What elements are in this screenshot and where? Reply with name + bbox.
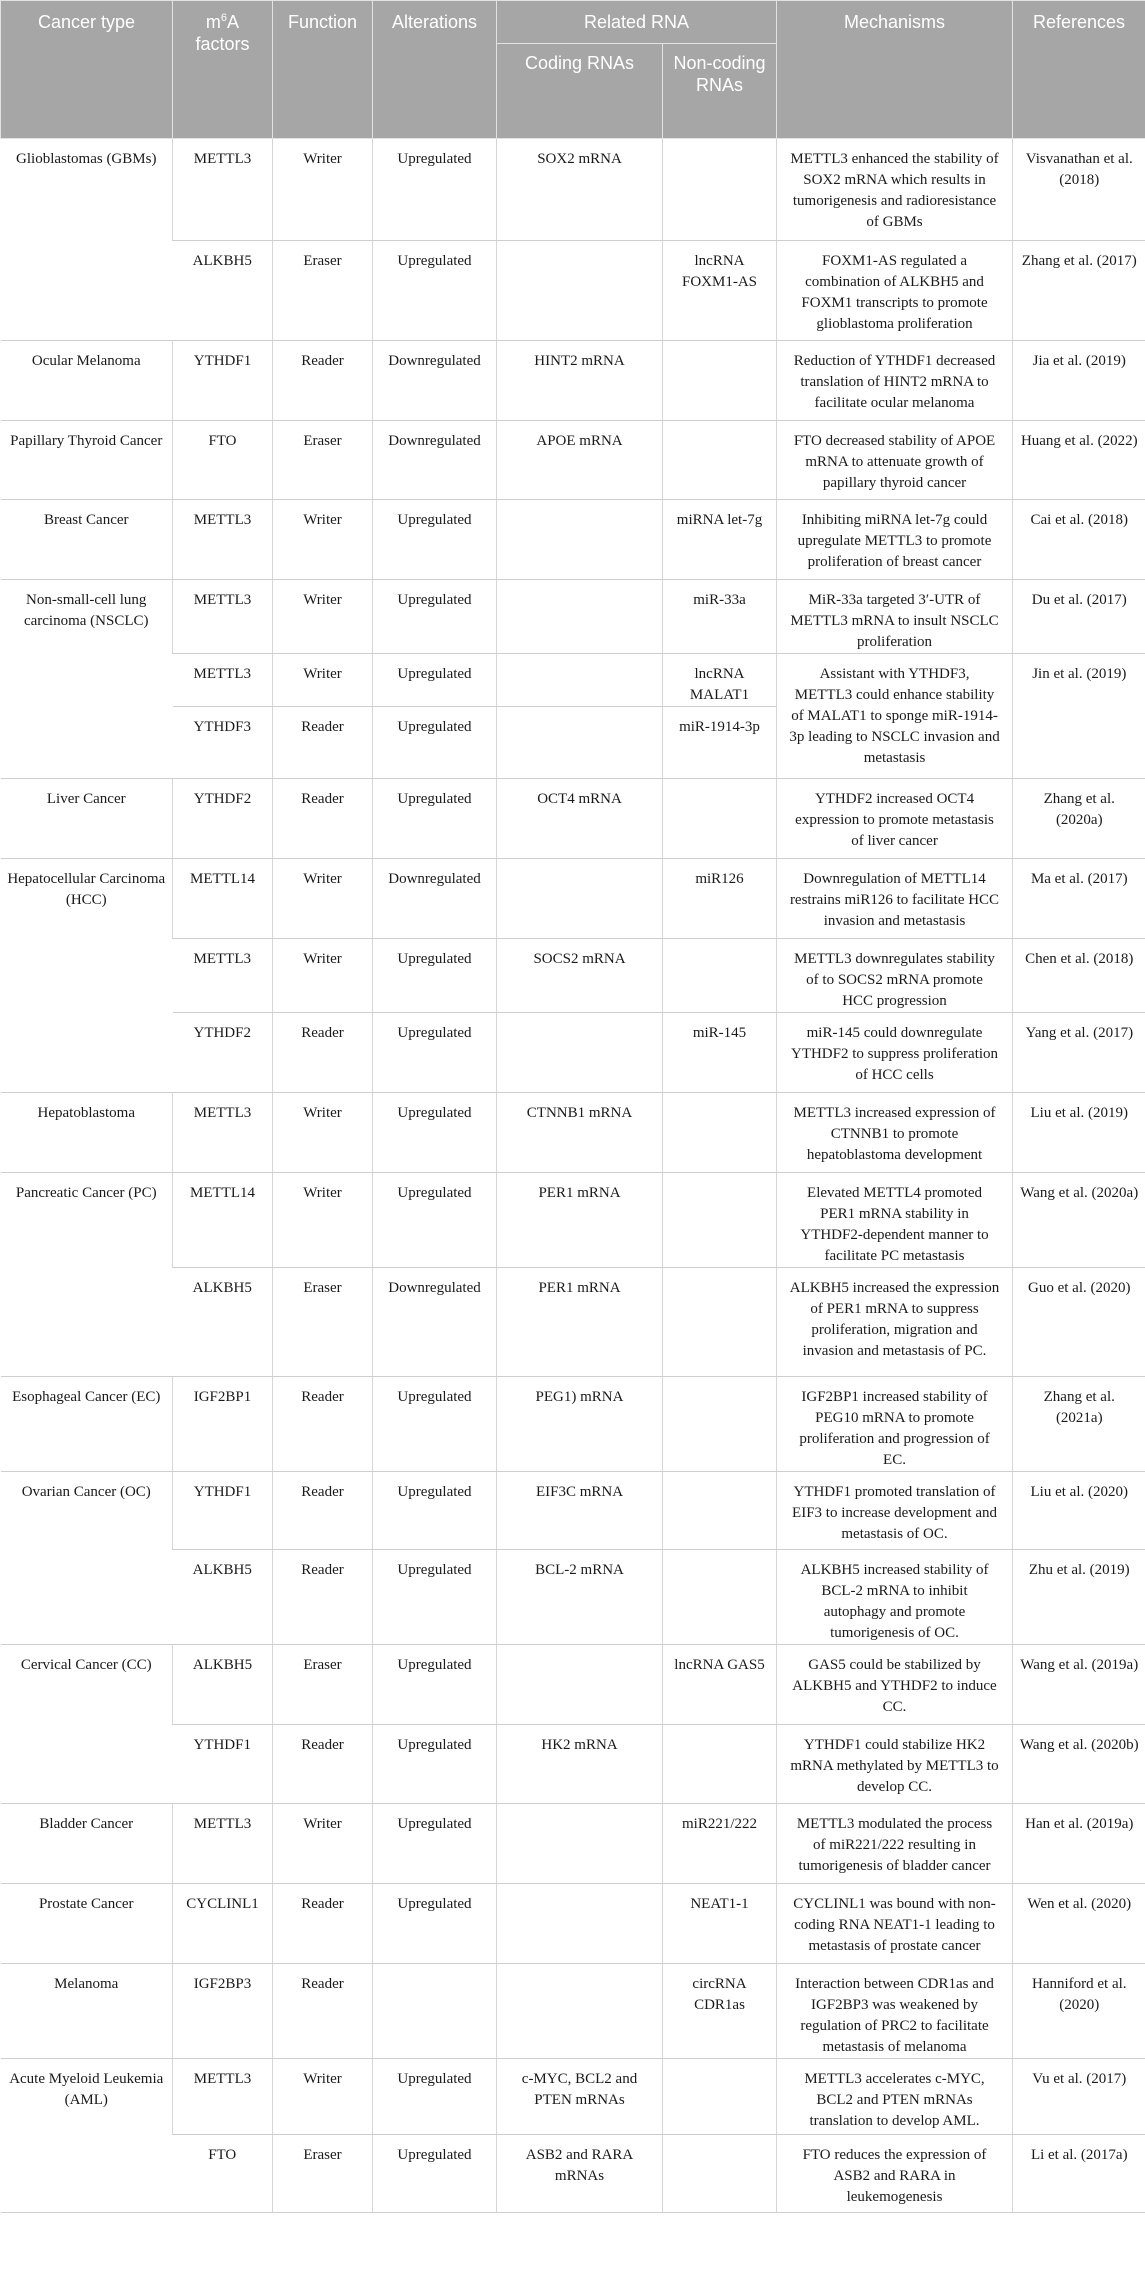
alteration-cell: Upregulated (373, 707, 497, 779)
m6a-factor-cell: ALKBH5 (173, 1645, 273, 1725)
table-row (1, 1173, 1145, 1268)
m6a-factor-cell: YTHDF1 (173, 341, 273, 421)
alteration-cell: Downregulated (373, 421, 497, 500)
table-row (1, 580, 1145, 654)
function-cell: Eraser (273, 2135, 373, 2213)
coding-rna-cell: BCL-2 mRNA (497, 1550, 663, 1645)
function-cell: Writer (273, 939, 373, 1013)
header-related-rna: Related RNA (497, 1, 777, 44)
reference-cell: Visvanathan et al. (2018) (1013, 139, 1145, 241)
coding-rna-cell (497, 1013, 663, 1093)
noncoding-rna-cell (663, 2059, 777, 2135)
alteration-cell: Upregulated (373, 2059, 497, 2135)
noncoding-rna-cell (663, 1725, 777, 1804)
alteration-cell: Upregulated (373, 1884, 497, 1964)
coding-rna-cell (497, 580, 663, 654)
table-row (1, 1725, 1145, 1804)
alteration-cell: Upregulated (373, 654, 497, 707)
m6a-factor-cell: METTL3 (173, 654, 273, 707)
alteration-cell: Upregulated (373, 1550, 497, 1645)
table-row (1, 654, 1145, 707)
m6a-factor-cell: ALKBH5 (173, 241, 273, 341)
mechanism-cell: FTO reduces the expression of ASB2 and RARA in leukemogenesis (777, 2135, 1013, 2213)
noncoding-rna-cell: miRNA let-7g (663, 500, 777, 580)
alteration-cell: Upregulated (373, 1093, 497, 1173)
coding-rna-cell (497, 1884, 663, 1964)
m6a-factor-cell: METTL3 (173, 580, 273, 654)
mechanism-cell: Reduction of YTHDF1 decreased translation of HINT2 mRNA to facilitate ocular melanoma (777, 341, 1013, 421)
m6a-factor-cell: METTL3 (173, 1804, 273, 1884)
noncoding-rna-cell (663, 139, 777, 241)
cancer-type-cell: Acute Myeloid Leukemia (AML) (1, 2059, 173, 2213)
function-cell: Writer (273, 2059, 373, 2135)
table-row (1, 779, 1145, 859)
noncoding-rna-cell (663, 421, 777, 500)
table-header (1, 1, 1145, 139)
function-cell: Reader (273, 341, 373, 421)
alteration-cell: Downregulated (373, 1268, 497, 1377)
reference-cell: Zhu et al. (2019) (1013, 1550, 1145, 1645)
noncoding-rna-cell: lncRNA MALAT1 (663, 654, 777, 707)
cancer-type-cell: Melanoma (1, 1964, 173, 2059)
cancer-type-cell: Hepatoblastoma (1, 1093, 173, 1173)
function-cell: Writer (273, 654, 373, 707)
coding-rna-cell: HINT2 mRNA (497, 341, 663, 421)
m6a-factor-cell: ALKBH5 (173, 1550, 273, 1645)
table-row (1, 1964, 1145, 2059)
mechanism-cell: METTL3 modulated the process of miR221/222 resulting in tumorigenesis of bladder cancer (777, 1804, 1013, 1884)
m6a-factor-cell: YTHDF3 (173, 707, 273, 779)
reference-cell: Huang et al. (2022) (1013, 421, 1145, 500)
table-row (1, 1884, 1145, 1964)
coding-rna-cell (497, 1645, 663, 1725)
noncoding-rna-cell (663, 1472, 777, 1550)
mechanism-cell: IGF2BP1 increased stability of PEG10 mRNA to promote proliferation and progression of EC. (777, 1377, 1013, 1472)
table-row (1, 2059, 1145, 2135)
coding-rna-cell: ASB2 and RARA mRNAs (497, 2135, 663, 2213)
m6a-factor-cell: METTL3 (173, 500, 273, 580)
header-mechanisms: Mechanisms (777, 1, 1013, 139)
reference-cell: Hanniford et al. (2020) (1013, 1964, 1145, 2059)
header-noncoding-rnas: Non-coding RNAs (663, 44, 777, 139)
table-row (1, 1093, 1145, 1173)
m6a-factor-cell: METTL3 (173, 1093, 273, 1173)
function-cell: Reader (273, 1550, 373, 1645)
function-cell: Eraser (273, 421, 373, 500)
table-row (1, 139, 1145, 241)
coding-rna-cell: c-MYC, BCL2 and PTEN mRNAs (497, 2059, 663, 2135)
m6a-factor-cell: ALKBH5 (173, 1268, 273, 1377)
alteration-cell: Upregulated (373, 500, 497, 580)
reference-cell: Ma et al. (2017) (1013, 859, 1145, 939)
noncoding-rna-cell: miR-145 (663, 1013, 777, 1093)
table-row (1, 1804, 1145, 1884)
m6a-factor-cell: IGF2BP1 (173, 1377, 273, 1472)
cancer-type-cell: Prostate Cancer (1, 1884, 173, 1964)
table-row (1, 241, 1145, 341)
coding-rna-cell (497, 500, 663, 580)
cancer-type-cell: Ovarian Cancer (OC) (1, 1472, 173, 1645)
coding-rna-cell (497, 654, 663, 707)
mechanism-cell: FOXM1-AS regulated a combination of ALKBH5 and FOXM1 transcripts to promote glioblastoma proliferation (777, 241, 1013, 341)
reference-cell: Zhang et al. (2017) (1013, 241, 1145, 341)
coding-rna-cell (497, 241, 663, 341)
cancer-type-cell: Ocular Melanoma (1, 341, 173, 421)
table-row (1, 1268, 1145, 1377)
cancer-type-cell: Non-small-cell lung carcinoma (NSCLC) (1, 580, 173, 779)
noncoding-rna-cell: miR-33a (663, 580, 777, 654)
noncoding-rna-cell: miR-1914-3p (663, 707, 777, 779)
function-cell: Reader (273, 1964, 373, 2059)
mechanism-cell: YTHDF1 promoted translation of EIF3 to increase development and metastasis of OC. (777, 1472, 1013, 1550)
cancer-type-cell: Esophageal Cancer (EC) (1, 1377, 173, 1472)
mechanism-cell: YTHDF2 increased OCT4 expression to promote metastasis of liver cancer (777, 779, 1013, 859)
coding-rna-cell (497, 707, 663, 779)
mechanism-cell: MiR-33a targeted 3′-UTR of METTL3 mRNA to insult NSCLC proliferation (777, 580, 1013, 654)
header-cancer-type: Cancer type (1, 1, 173, 139)
coding-rna-cell (497, 859, 663, 939)
reference-cell: Liu et al. (2020) (1013, 1472, 1145, 1550)
function-cell: Writer (273, 1804, 373, 1884)
alteration-cell: Downregulated (373, 859, 497, 939)
noncoding-rna-cell (663, 1550, 777, 1645)
mechanism-cell: Assistant with YTHDF3, METTL3 could enhance stability of MALAT1 to sponge miR-1914-3p leading to NSCLC invasion and metastasis (777, 654, 1013, 779)
mechanism-cell: METTL3 increased expression of CTNNB1 to promote hepatoblastoma development (777, 1093, 1013, 1173)
reference-cell: Yang et al. (2017) (1013, 1013, 1145, 1093)
function-cell: Reader (273, 779, 373, 859)
cancer-type-cell: Bladder Cancer (1, 1804, 173, 1884)
mechanism-cell: FTO decreased stability of APOE mRNA to attenuate growth of papillary thyroid cancer (777, 421, 1013, 500)
table-row (1, 341, 1145, 421)
noncoding-rna-cell: NEAT1-1 (663, 1884, 777, 1964)
mechanism-cell: Inhibiting miRNA let-7g could upregulate METTL3 to promote proliferation of breast cancer (777, 500, 1013, 580)
coding-rna-cell: SOX2 mRNA (497, 139, 663, 241)
cancer-type-cell: Pancreatic Cancer (PC) (1, 1173, 173, 1377)
mechanism-cell: ALKBH5 increased stability of BCL-2 mRNA to inhibit autophagy and promote tumorigenesis of OC. (777, 1550, 1013, 1645)
header-function: Function (273, 1, 373, 139)
m6a-factor-cell: METTL3 (173, 939, 273, 1013)
mechanism-cell: Downregulation of METTL14 restrains miR126 to facilitate HCC invasion and metastasis (777, 859, 1013, 939)
noncoding-rna-cell (663, 2135, 777, 2213)
reference-cell: Jia et al. (2019) (1013, 341, 1145, 421)
header-m6a-factors: $m^6A$ factors (173, 1, 273, 139)
table-row (1, 1013, 1145, 1093)
m6a-factor-cell: YTHDF1 (173, 1472, 273, 1550)
reference-cell: Vu et al. (2017) (1013, 2059, 1145, 2135)
cancer-type-cell: Breast Cancer (1, 500, 173, 580)
table-row (1, 1645, 1145, 1725)
table-row (1, 1550, 1145, 1645)
function-cell: Reader (273, 707, 373, 779)
cancer-type-cell: Papillary Thyroid Cancer (1, 421, 173, 500)
mechanism-cell: METTL3 downregulates stability of to SOCS2 mRNA promote HCC progression (777, 939, 1013, 1013)
function-cell: Eraser (273, 1645, 373, 1725)
coding-rna-cell: OCT4 mRNA (497, 779, 663, 859)
reference-cell: Jin et al. (2019) (1013, 654, 1145, 779)
m6a-factor-cell: METTL14 (173, 859, 273, 939)
reference-cell: Cai et al. (2018) (1013, 500, 1145, 580)
alteration-cell: Upregulated (373, 241, 497, 341)
mechanism-cell: Interaction between CDR1as and IGF2BP3 was weakened by regulation of PRC2 to facilitate metastasis of melanoma (777, 1964, 1013, 2059)
m6a-factor-cell: METTL3 (173, 139, 273, 241)
noncoding-rna-cell (663, 1377, 777, 1472)
mechanism-cell: METTL3 enhanced the stability of SOX2 mRNA which results in tumorigenesis and radioresistance of GBMs (777, 139, 1013, 241)
alteration-cell (373, 1964, 497, 2059)
cancer-type-cell: Cervical Cancer (CC) (1, 1645, 173, 1804)
function-cell: Writer (273, 859, 373, 939)
function-cell: Reader (273, 1013, 373, 1093)
function-cell: Eraser (273, 241, 373, 341)
mechanism-cell: YTHDF1 could stabilize HK2 mRNA methylated by METTL3 to develop CC. (777, 1725, 1013, 1804)
m6a-factor-cell: CYCLINL1 (173, 1884, 273, 1964)
function-cell: Writer (273, 139, 373, 241)
alteration-cell: Upregulated (373, 2135, 497, 2213)
cancer-type-cell: Glioblastomas (GBMs) (1, 139, 173, 341)
coding-rna-cell: CTNNB1 mRNA (497, 1093, 663, 1173)
reference-cell: Zhang et al. (2020a) (1013, 779, 1145, 859)
function-cell: Writer (273, 580, 373, 654)
table-body (1, 139, 1145, 2213)
table-row (1, 1472, 1145, 1550)
function-cell: Reader (273, 1725, 373, 1804)
alteration-cell: Upregulated (373, 1377, 497, 1472)
table-row (1, 421, 1145, 500)
noncoding-rna-cell (663, 1093, 777, 1173)
function-cell: Writer (273, 1093, 373, 1173)
coding-rna-cell: APOE mRNA (497, 421, 663, 500)
reference-cell: Guo et al. (2020) (1013, 1268, 1145, 1377)
noncoding-rna-cell: circRNA CDR1as (663, 1964, 777, 2059)
alteration-cell: Upregulated (373, 1725, 497, 1804)
function-cell: Eraser (273, 1268, 373, 1377)
header-coding-rnas: Coding RNAs (497, 44, 663, 139)
alteration-cell: Downregulated (373, 341, 497, 421)
noncoding-rna-cell: lncRNA FOXM1-AS (663, 241, 777, 341)
header-references: References (1013, 1, 1145, 139)
alteration-cell: Upregulated (373, 1645, 497, 1725)
m6a-factor-cell: FTO (173, 2135, 273, 2213)
coding-rna-cell: HK2 mRNA (497, 1725, 663, 1804)
alteration-cell: Upregulated (373, 139, 497, 241)
cancer-type-cell: Hepatocellular Carcinoma (HCC) (1, 859, 173, 1093)
mechanism-cell: METTL3 accelerates c-MYC, BCL2 and PTEN mRNAs translation to develop AML. (777, 2059, 1013, 2135)
mechanism-cell: miR-145 could downregulate YTHDF2 to suppress proliferation of HCC cells (777, 1013, 1013, 1093)
reference-cell: Han et al. (2019a) (1013, 1804, 1145, 1884)
function-cell: Reader (273, 1472, 373, 1550)
table-row (1, 859, 1145, 939)
reference-cell: Wang et al. (2019a) (1013, 1645, 1145, 1725)
mechanism-cell: Elevated METTL4 promoted PER1 mRNA stability in YTHDF2-dependent manner to facilitate PC metastasis (777, 1173, 1013, 1268)
coding-rna-cell: EIF3C mRNA (497, 1472, 663, 1550)
m6a-factor-cell: METTL3 (173, 2059, 273, 2135)
noncoding-rna-cell: miR221/222 (663, 1804, 777, 1884)
alteration-cell: Upregulated (373, 779, 497, 859)
m6a-factor-cell: YTHDF1 (173, 1725, 273, 1804)
m6a-factor-cell: IGF2BP3 (173, 1964, 273, 2059)
m6a-factor-cell: METTL14 (173, 1173, 273, 1268)
alteration-cell: Upregulated (373, 1173, 497, 1268)
coding-rna-cell (497, 1964, 663, 2059)
function-cell: Reader (273, 1377, 373, 1472)
noncoding-rna-cell (663, 1173, 777, 1268)
coding-rna-cell: PER1 mRNA (497, 1268, 663, 1377)
cancer-type-cell: Liver Cancer (1, 779, 173, 859)
noncoding-rna-cell: lncRNA GAS5 (663, 1645, 777, 1725)
m6a-factor-cell: FTO (173, 421, 273, 500)
noncoding-rna-cell (663, 341, 777, 421)
noncoding-rna-cell (663, 779, 777, 859)
m6a-factor-cell: YTHDF2 (173, 1013, 273, 1093)
mechanism-cell: CYCLINL1 was bound with non-coding RNA NEAT1-1 leading to metastasis of prostate cancer (777, 1884, 1013, 1964)
alteration-cell: Upregulated (373, 1013, 497, 1093)
alteration-cell: Upregulated (373, 580, 497, 654)
table-row (1, 500, 1145, 580)
reference-cell: Chen et al. (2018) (1013, 939, 1145, 1013)
function-cell: Writer (273, 1173, 373, 1268)
mechanism-cell: ALKBH5 increased the expression of PER1 mRNA to suppress proliferation, migration and invasion and metastasis of PC. (777, 1268, 1013, 1377)
noncoding-rna-cell: miR126 (663, 859, 777, 939)
coding-rna-cell: PER1 mRNA (497, 1173, 663, 1268)
function-cell: Reader (273, 1884, 373, 1964)
mechanism-cell: GAS5 could be stabilized by ALKBH5 and YTHDF2 to induce CC. (777, 1645, 1013, 1725)
alteration-cell: Upregulated (373, 1472, 497, 1550)
table-row (1, 939, 1145, 1013)
table-row (1, 2135, 1145, 2213)
reference-cell: Li et al. (2017a) (1013, 2135, 1145, 2213)
coding-rna-cell (497, 1804, 663, 1884)
reference-cell: Wang et al. (2020a) (1013, 1173, 1145, 1268)
alteration-cell: Upregulated (373, 939, 497, 1013)
m6a-factor-cell: YTHDF2 (173, 779, 273, 859)
reference-cell: Wen et al. (2020) (1013, 1884, 1145, 1964)
reference-cell: Zhang et al. (2021a) (1013, 1377, 1145, 1472)
reference-cell: Wang et al. (2020b) (1013, 1725, 1145, 1804)
coding-rna-cell: PEG1) mRNA (497, 1377, 663, 1472)
function-cell: Writer (273, 500, 373, 580)
noncoding-rna-cell (663, 939, 777, 1013)
alteration-cell: Upregulated (373, 1804, 497, 1884)
coding-rna-cell: SOCS2 mRNA (497, 939, 663, 1013)
noncoding-rna-cell (663, 1268, 777, 1377)
table-row (1, 1377, 1145, 1472)
reference-cell: Du et al. (2017) (1013, 580, 1145, 654)
reference-cell: Liu et al. (2019) (1013, 1093, 1145, 1173)
header-alterations: Alterations (373, 1, 497, 139)
